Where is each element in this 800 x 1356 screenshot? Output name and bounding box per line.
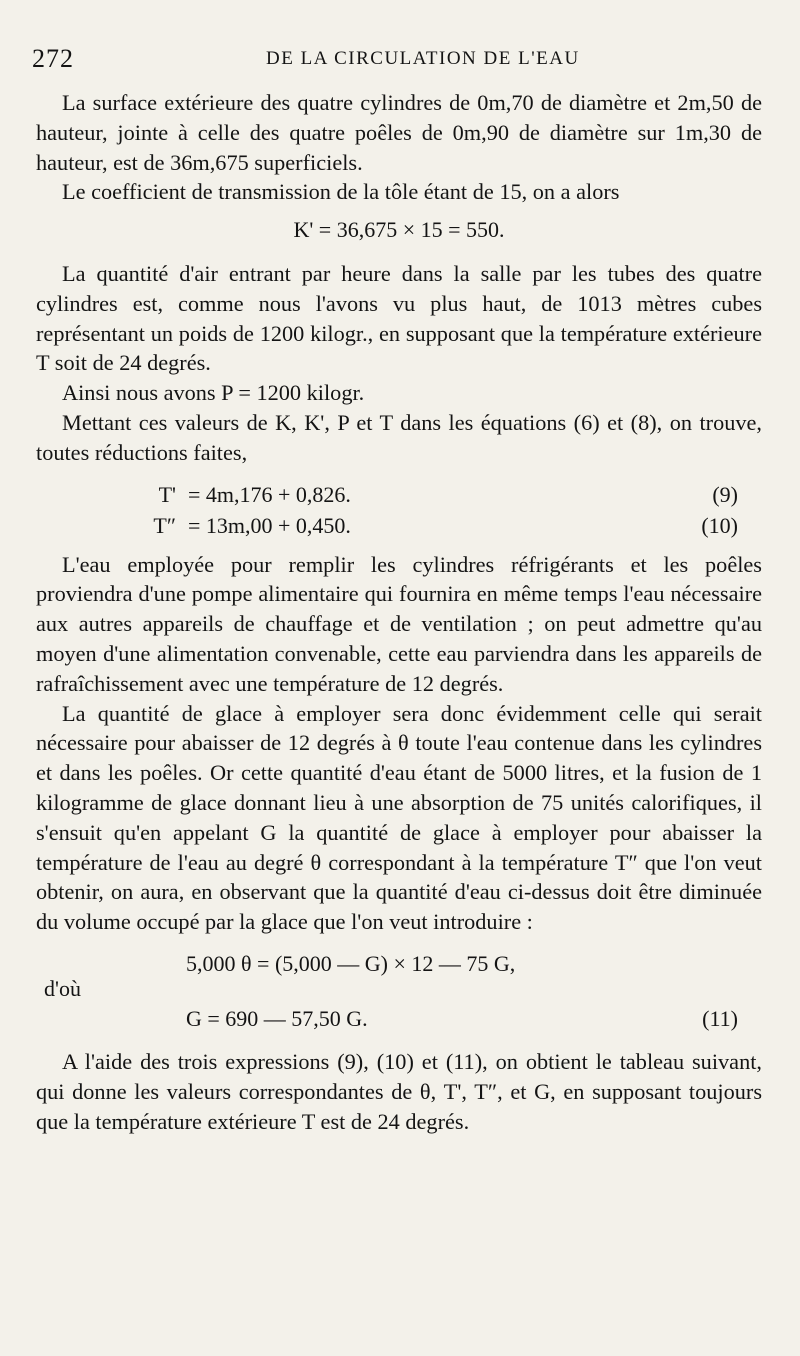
equation-ice-balance	[36, 949, 762, 980]
page-header	[32, 44, 772, 78]
equation-9	[36, 480, 762, 511]
equation-ice-balance-text: 5,000 θ = (5,000 — G) × 12 — 75 G,	[186, 950, 516, 976]
paragraph-substitution: Mettant ces valeurs de K, K', P et T dans les équations (6) et (8), on trouve, toutes réductions faites,	[36, 409, 762, 465]
page-body	[36, 88, 762, 1136]
equation-9-number: (9)	[712, 481, 738, 507]
equation-k-prime-text: K' = 36,675 × 15 = 550.	[293, 217, 505, 243]
paragraph-coefficient: Le coefficient de transmission de la tôle étant de 15, on a alors	[62, 179, 620, 205]
paragraph-table-intro: A l'aide des trois expressions (9), (10) et (11), on obtient le tableau suivant, qui donne les valeurs correspondantes de θ, T', T″, et G, en supposant toujours que la température extérieure T est de 24 degrés.	[36, 1048, 762, 1134]
dou-label: d'où	[44, 975, 81, 1001]
paragraph-p-value: Ainsi nous avons P = 1200 kilogr.	[62, 380, 365, 406]
equation-dou-line	[36, 975, 762, 1004]
equation-10-rhs: = 13m,00 + 0,450.	[188, 512, 351, 538]
paragraph-water-supply: L'eau employée pour remplir les cylindres réfrigérants et les poêles proviendra d'une pompe alimentaire qui fournira en même temps l'eau nécessaire aux autres appareils de chauffage et de ventilation ; on peut admettre qu'au moyen d'une alimentation convenable, cette eau parviendra dans les appareils de rafraîchissement avec une température de 12 degrés.	[36, 551, 762, 696]
equation-11-number: (11)	[702, 1005, 738, 1031]
equation-9-lhs: T'	[158, 481, 176, 507]
running-head: DE LA CIRCULATION DE L'EAU	[266, 48, 580, 69]
paragraph-ice-quantity: La quantité de glace à employer sera donc évidemment celle qui serait nécessaire pour abaisser de 12 degrés à θ toute l'eau contenue dans les cylindres et dans les poêles. Or cette quantité d'eau étant de 5000 litres, et la fusion de 1 kilogramme de glace donnant lieu à une absorption de 75 unités calorifiques, il s'ensuit qu'en appelant G la quantité de glace à employer pour abaisser la température de l'eau au degré θ correspondant à la température T″ que l'on veut obtenir, on aura, en observant que la quantité d'eau ci-dessus doit être diminuée du volume occupé par la glace que l'on veut introduire :	[36, 700, 762, 935]
equation-11	[36, 1004, 762, 1035]
equation-10	[36, 511, 762, 542]
equation-10-number: (10)	[701, 512, 738, 538]
paragraph-surface: La surface extérieure des quatre cylindres de 0m,70 de diamètre et 2m,50 de hauteur, jointe à celle des quatre poêles de 0m,90 de diamètre sur 1m,30 de hauteur, est de 36m,675 superficiels.	[36, 90, 762, 175]
equation-9-rhs: = 4m,176 + 0,826.	[188, 481, 351, 507]
equation-11-text: G = 690 — 57,50 G.	[186, 1005, 368, 1031]
equation-k-prime	[36, 215, 762, 245]
equation-10-lhs: T″	[153, 512, 176, 538]
page-number: 272	[32, 44, 74, 73]
paragraph-air-quantity: La quantité d'air entrant par heure dans la salle par les tubes des quatre cylindres est, comme nous l'avons vu plus haut, de 1013 mètres cubes représentant un poids de 1200 kilogr., en supposant que la température extérieure T soit de 24 degrés.	[36, 260, 762, 376]
